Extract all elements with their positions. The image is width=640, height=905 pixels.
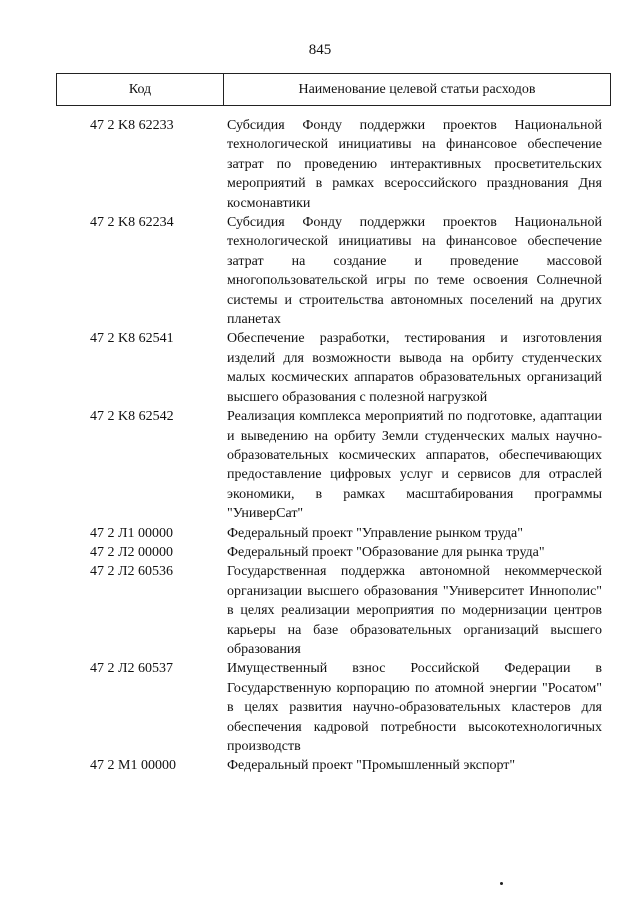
row-code: 47 2 M1 00000 — [90, 758, 176, 774]
table-row — [56, 407, 611, 523]
row-description: Федеральный проект "Управление рынком труда" — [227, 525, 523, 541]
table-row — [56, 116, 611, 213]
row-description: Субсидия Фонду поддержки проектов Национальной технологической инициативы на финансовое обеспечение затрат на создание и проведение массовой многопользовательской игры по теме освоения Солнечной системы и строительства автономных поселений на других планетах — [227, 215, 602, 328]
row-description: Государственная поддержка автономной некоммерческой организации высшего образования "Университет Иннополис" в целях реализации мероприятия по модернизации центров карьеры на базе образовательных организаций высшего образования — [227, 564, 602, 657]
table-row — [56, 329, 611, 407]
row-description: Реализация комплекса мероприятий по подготовке, адаптации и выведению на орбиту Земли студенческих малых научно-образовательных космических аппаратов, обеспечивающих предоставление цифровых услуг и сервисов для отраслей экономики, в рамках масштабирования программы "УниверСат" — [227, 409, 602, 522]
column-header-name: Наименование целевой статьи расходов — [298, 81, 536, 97]
table-row — [56, 756, 611, 775]
row-code: 47 2 Л2 00000 — [90, 544, 173, 560]
row-code: 47 2 Л1 00000 — [90, 525, 173, 541]
scan-dot — [500, 882, 503, 885]
row-description: Федеральный проект "Промышленный экспорт" — [227, 758, 516, 774]
row-code: 47 2 Л2 60537 — [90, 661, 173, 677]
row-code: 47 2 Л2 60536 — [90, 564, 173, 580]
row-description: Обеспечение разработки, тестирования и изготовления изделий для возможности вывода на орбиту студенческих малых космических аппаратов образовательных организаций высшего образования с полезной нагрузкой — [227, 331, 602, 405]
table-row — [56, 213, 611, 329]
row-description: Федеральный проект "Образование для рынка труда" — [227, 544, 545, 560]
table-row — [56, 562, 611, 659]
row-code: 47 2 K8 62233 — [90, 118, 174, 133]
table-body — [56, 116, 611, 776]
row-code: 47 2 K8 62541 — [90, 331, 174, 347]
row-code: 47 2 K8 62542 — [90, 409, 174, 425]
table-row — [56, 659, 611, 756]
page-number: 845 — [308, 42, 332, 58]
row-description: Субсидия Фонду поддержки проектов Национальной технологической инициативы на финансовое обеспечение затрат по проведению интерактивных просветительских мероприятий в рамках всероссийского празднования Дня космонавтики — [227, 118, 602, 211]
table-row — [56, 524, 611, 543]
row-code: 47 2 K8 62234 — [90, 215, 174, 231]
column-header-code: Код — [57, 74, 224, 105]
row-description: Имущественный взнос Российской Федерации в Государственную корпорацию по атомной энергии "Росатом" в целях развития научно-образовательных кластеров для обеспечения кадровой потребности высокотехнологичных производств — [227, 661, 602, 754]
table-row — [56, 543, 611, 562]
table-header — [56, 73, 611, 106]
